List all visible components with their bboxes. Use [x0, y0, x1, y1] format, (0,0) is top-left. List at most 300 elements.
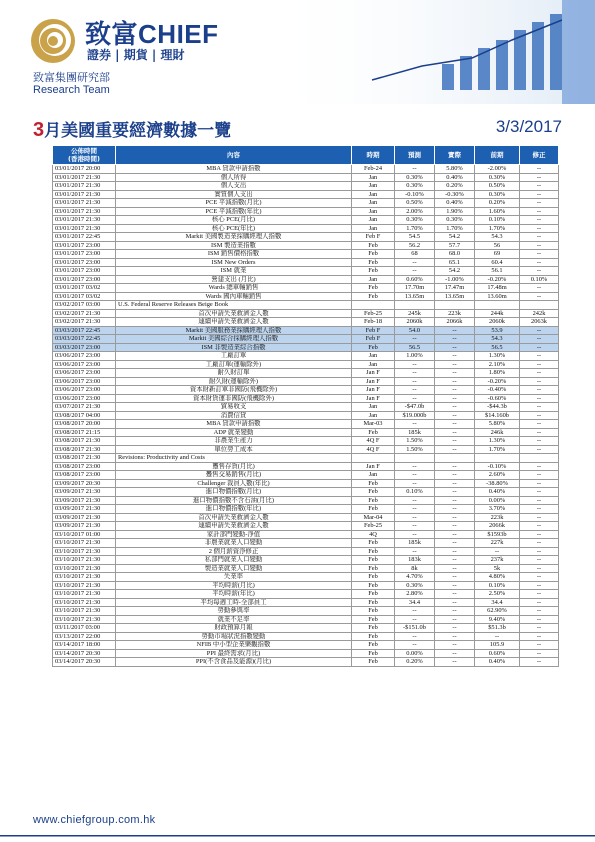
cell-period: Jan: [352, 275, 395, 284]
cell-revised: --: [520, 632, 559, 641]
table-row: [53, 284, 559, 293]
cell-time: 03/03/2017 22:45: [53, 335, 116, 344]
cell-time: 03/01/2017 23:00: [53, 267, 116, 276]
cell-revised: --: [520, 233, 559, 242]
cell-forecast: 0.00%: [395, 649, 435, 658]
table-row: [53, 292, 559, 301]
cell-content: 耐久財訂單: [116, 369, 352, 378]
cell-forecast: -$151.0b: [395, 624, 435, 633]
cell-forecast: --: [395, 267, 435, 276]
cell-revised: --: [520, 258, 559, 267]
cell-actual: --: [435, 658, 475, 667]
cell-actual: --: [435, 607, 475, 616]
cell-actual: --: [435, 496, 475, 505]
cell-revised: --: [520, 199, 559, 208]
cell-content: U.S. Federal Reserve Releases Beige Book: [116, 301, 352, 310]
cell-content: 進口物價指數(年比): [116, 505, 352, 514]
cell-time: 03/10/2017 21:30: [53, 547, 116, 556]
cell-period: Feb: [352, 581, 395, 590]
cell-time: 03/08/2017 21:30: [53, 445, 116, 454]
cell-forecast: --: [395, 513, 435, 522]
cell-forecast: --: [395, 505, 435, 514]
cell-content: NFIB 中小型企業樂觀指數: [116, 641, 352, 650]
cell-actual: --: [435, 343, 475, 352]
cell-prior: 5k: [475, 564, 520, 573]
chief-spiral-logo-icon: [30, 18, 76, 64]
cell-time: 03/09/2017 20:30: [53, 479, 116, 488]
table-row: [53, 454, 559, 463]
cell-revised: --: [520, 556, 559, 565]
cell-period: 4Q F: [352, 445, 395, 454]
cell-content: 勞動市場狀況指數變動: [116, 632, 352, 641]
cell-period: Feb-24: [352, 165, 395, 174]
cell-revised: --: [520, 386, 559, 395]
cell-period: Feb: [352, 590, 395, 599]
cell-actual: --: [435, 394, 475, 403]
cell-period: Feb: [352, 267, 395, 276]
cell-prior: 0.20%: [475, 199, 520, 208]
cell-actual: --: [435, 649, 475, 658]
table-row: [53, 216, 559, 225]
cell-revised: --: [520, 360, 559, 369]
cell-actual: --: [435, 479, 475, 488]
cell-content: PPI(不含食品及能源)(月比): [116, 658, 352, 667]
table-row: [53, 207, 559, 216]
cell-period: Jan: [352, 216, 395, 225]
cell-time: 03/03/2017 23:00: [53, 343, 116, 352]
cell-forecast: 183k: [395, 556, 435, 565]
cell-prior: 223k: [475, 513, 520, 522]
cell-revised: --: [520, 241, 559, 250]
cell-content: PCE 平減指數(年比): [116, 207, 352, 216]
cell-forecast: 0.30%: [395, 216, 435, 225]
cell-period: Feb: [352, 658, 395, 667]
cell-forecast: $19.000b: [395, 411, 435, 420]
cell-prior: 1.70%: [475, 224, 520, 233]
cell-time: 03/01/2017 21:30: [53, 224, 116, 233]
cell-revised: --: [520, 216, 559, 225]
cell-content: 非農業生產力: [116, 437, 352, 446]
cell-revised: --: [520, 250, 559, 259]
cell-revised: --: [520, 513, 559, 522]
table-row: [53, 564, 559, 573]
cell-period: Feb F: [352, 233, 395, 242]
cell-period: Feb F: [352, 335, 395, 344]
cell-forecast: 185k: [395, 428, 435, 437]
cell-time: 03/10/2017 21:30: [53, 615, 116, 624]
cell-actual: --: [435, 632, 475, 641]
table-row: [53, 267, 559, 276]
cell-forecast: 54.0: [395, 326, 435, 335]
cell-revised: --: [520, 445, 559, 454]
cell-forecast: 56.2: [395, 241, 435, 250]
cell-content: ISM 就業: [116, 267, 352, 276]
cell-forecast: --: [395, 632, 435, 641]
cell-period: Feb: [352, 258, 395, 267]
cell-forecast: 8k: [395, 564, 435, 573]
cell-content: ISM 非製造業綜合指數: [116, 343, 352, 352]
cell-revised: --: [520, 641, 559, 650]
cell-forecast: 1.50%: [395, 445, 435, 454]
table-row: [53, 649, 559, 658]
economic-data-table: [52, 145, 559, 667]
cell-actual: 0.30%: [435, 216, 475, 225]
cell-prior: 227k: [475, 539, 520, 548]
table-row: [53, 530, 559, 539]
cell-forecast: 0.30%: [395, 581, 435, 590]
cell-period: Jan: [352, 224, 395, 233]
cell-forecast: 0.20%: [395, 658, 435, 667]
cell-time: 03/01/2017 23:00: [53, 275, 116, 284]
cell-revised: --: [520, 190, 559, 199]
cell-actual: --: [435, 547, 475, 556]
cell-content: 製造業就業人口變動: [116, 564, 352, 573]
cell-period: Feb: [352, 479, 395, 488]
cell-actual: --: [435, 403, 475, 412]
cell-revised: --: [520, 352, 559, 361]
table-row: [53, 607, 559, 616]
cell-actual: --: [435, 488, 475, 497]
cell-time: 03/01/2017 21:30: [53, 216, 116, 225]
cell-forecast: 185k: [395, 539, 435, 548]
cell-period: Feb: [352, 556, 395, 565]
cell-prior: [475, 301, 520, 310]
cell-content: 工廠訂單: [116, 352, 352, 361]
cell-prior: 246k: [475, 428, 520, 437]
cell-forecast: 56.5: [395, 343, 435, 352]
cell-actual: 5.80%: [435, 165, 475, 174]
cell-content: 連續申請失業救濟金人數: [116, 318, 352, 327]
cell-time: 03/10/2017 01:00: [53, 530, 116, 539]
table-row: [53, 335, 559, 344]
table-row: [53, 343, 559, 352]
col-header-content: 內容: [116, 146, 352, 165]
cell-forecast: --: [395, 165, 435, 174]
cell-prior: 2.50%: [475, 590, 520, 599]
cell-period: Feb: [352, 598, 395, 607]
cell-revised: --: [520, 522, 559, 531]
cell-prior: 2.60%: [475, 471, 520, 480]
cell-actual: --: [435, 420, 475, 429]
cell-revised: --: [520, 488, 559, 497]
cell-period: Mar-03: [352, 420, 395, 429]
cell-content: 貿易收支: [116, 403, 352, 412]
cell-actual: 54.2: [435, 267, 475, 276]
cell-prior: 4.80%: [475, 573, 520, 582]
cell-prior: 0.40%: [475, 488, 520, 497]
cell-time: 03/01/2017 23:00: [53, 241, 116, 250]
cell-revised: --: [520, 437, 559, 446]
cell-content: 個人所得: [116, 173, 352, 182]
cell-content: 耐久財(運輸除外): [116, 377, 352, 386]
cell-content: 資本財新訂單非國防(飛機除外): [116, 386, 352, 395]
cell-forecast: 0.50%: [395, 199, 435, 208]
cell-period: Feb: [352, 496, 395, 505]
cell-forecast: -0.10%: [395, 190, 435, 199]
cell-revised: --: [520, 411, 559, 420]
cell-revised: --: [520, 573, 559, 582]
cell-time: 03/14/2017 18:00: [53, 641, 116, 650]
cell-time: 03/02/2017 21:30: [53, 309, 116, 318]
cell-revised: --: [520, 479, 559, 488]
cell-time: 03/02/2017 21:30: [53, 318, 116, 327]
cell-period: Feb: [352, 488, 395, 497]
cell-forecast: --: [395, 547, 435, 556]
cell-forecast: 1.50%: [395, 437, 435, 446]
page-title: 3月美國重要經濟數據一覽: [33, 119, 232, 141]
cell-period: Jan: [352, 352, 395, 361]
cell-time: 03/08/2017 21:15: [53, 428, 116, 437]
cell-period: Feb: [352, 624, 395, 633]
cell-content: ISM 製造業指數: [116, 241, 352, 250]
cell-prior: 0.00%: [475, 496, 520, 505]
cell-time: 03/14/2017 20:30: [53, 658, 116, 667]
cell-time: 03/09/2017 21:30: [53, 522, 116, 531]
cell-time: 03/06/2017 23:00: [53, 394, 116, 403]
cell-forecast: 245k: [395, 309, 435, 318]
cell-prior: $14.160b: [475, 411, 520, 420]
table-row: [53, 428, 559, 437]
cell-actual: --: [435, 360, 475, 369]
cell-prior: 0.10%: [475, 581, 520, 590]
table-row: [53, 573, 559, 582]
table-row: [53, 411, 559, 420]
cell-forecast: --: [395, 360, 435, 369]
cell-forecast: 0.10%: [395, 488, 435, 497]
cell-revised: --: [520, 182, 559, 191]
cell-actual: 0.40%: [435, 173, 475, 182]
cell-prior: 13.60m: [475, 292, 520, 301]
table-row: [53, 488, 559, 497]
cell-revised: --: [520, 496, 559, 505]
cell-forecast: 13.65m: [395, 292, 435, 301]
cell-content: 平均時薪(月比): [116, 581, 352, 590]
cell-period: [352, 454, 395, 463]
table-row: [53, 471, 559, 480]
cell-prior: -38.80%: [475, 479, 520, 488]
cell-forecast: 2060k: [395, 318, 435, 327]
cell-prior: 105.9: [475, 641, 520, 650]
cell-revised: --: [520, 369, 559, 378]
cell-revised: --: [520, 403, 559, 412]
cell-content: 核心 PCE(月比): [116, 216, 352, 225]
cell-period: Feb: [352, 428, 395, 437]
cell-revised: --: [520, 165, 559, 174]
cell-time: 03/10/2017 21:30: [53, 598, 116, 607]
cell-time: 03/14/2017 20:30: [53, 649, 116, 658]
cell-time: 03/07/2017 21:30: [53, 403, 116, 412]
col-header-period: 時期: [352, 146, 395, 165]
cell-time: 03/02/2017 03:00: [53, 301, 116, 310]
cell-forecast: [395, 301, 435, 310]
table-row: [53, 301, 559, 310]
cell-time: 03/01/2017 03/02: [53, 292, 116, 301]
cell-content: 2 個月薪資淨修正: [116, 547, 352, 556]
cell-content: 進口物價指數(月比): [116, 488, 352, 497]
cell-actual: 0.20%: [435, 182, 475, 191]
cell-content: 進口物價指數不含石油(月比): [116, 496, 352, 505]
cell-period: Feb: [352, 649, 395, 658]
cell-actual: --: [435, 411, 475, 420]
table-row: [53, 598, 559, 607]
cell-content: 非農業就業人口變動: [116, 539, 352, 548]
cell-period: Feb: [352, 343, 395, 352]
cell-period: Feb: [352, 250, 395, 259]
cell-time: 03/06/2017 23:00: [53, 386, 116, 395]
cell-content: MBA 貸款申請指數: [116, 420, 352, 429]
cell-actual: --: [435, 445, 475, 454]
cell-time: 03/09/2017 21:30: [53, 488, 116, 497]
table-row: [53, 199, 559, 208]
cell-time: 03/01/2017 20:00: [53, 165, 116, 174]
cell-actual: 13.65m: [435, 292, 475, 301]
cell-forecast: --: [395, 462, 435, 471]
cell-actual: 17.47m: [435, 284, 475, 293]
cell-time: 03/01/2017 23:00: [53, 258, 116, 267]
cell-time: 03/01/2017 22:45: [53, 233, 116, 242]
cell-content: 平均每週工時-全部員工: [116, 598, 352, 607]
dept-name-zh: 致富集團研究部: [33, 71, 110, 84]
cell-actual: 1.90%: [435, 207, 475, 216]
cell-content: 躉售交易銷售(月比): [116, 471, 352, 480]
cell-revised: --: [520, 343, 559, 352]
table-row: [53, 590, 559, 599]
cell-actual: --: [435, 437, 475, 446]
footer-website[interactable]: www.chiefgroup.com.hk: [33, 814, 156, 826]
cell-forecast: 0.30%: [395, 182, 435, 191]
cell-prior: 2.10%: [475, 360, 520, 369]
table-row: [53, 581, 559, 590]
cell-actual: --: [435, 335, 475, 344]
cell-forecast: 4.70%: [395, 573, 435, 582]
table-row: [53, 275, 559, 284]
cell-prior: 53.9: [475, 326, 520, 335]
cell-content: Wards 總車輛銷售: [116, 284, 352, 293]
cell-content: MBA 貸款申請指數: [116, 165, 352, 174]
cell-content: 連續申請失業救濟金人數: [116, 522, 352, 531]
table-header-row: [53, 146, 559, 165]
cell-forecast: --: [395, 471, 435, 480]
cell-time: 03/06/2017 23:00: [53, 360, 116, 369]
cell-time: 03/03/2017 22:45: [53, 326, 116, 335]
cell-forecast: --: [395, 530, 435, 539]
cell-forecast: 1.70%: [395, 224, 435, 233]
table-row: [53, 182, 559, 191]
cell-prior: [475, 454, 520, 463]
cell-actual: --: [435, 471, 475, 480]
cell-period: Feb: [352, 641, 395, 650]
col-header-time: 公佈時間 (香港時間): [53, 146, 116, 165]
table-row: [53, 326, 559, 335]
cell-actual: --: [435, 522, 475, 531]
cell-time: 03/08/2017 21:30: [53, 437, 116, 446]
cell-prior: 3.70%: [475, 505, 520, 514]
cell-actual: --: [435, 590, 475, 599]
brand-tagline: 證券 | 期貨 | 理財: [87, 48, 185, 62]
cell-period: Jan F: [352, 377, 395, 386]
cell-prior: 0.60%: [475, 649, 520, 658]
cell-prior: 2066k: [475, 522, 520, 531]
cell-content: ADP 就業變動: [116, 428, 352, 437]
cell-time: 03/10/2017 21:30: [53, 573, 116, 582]
table-row: [53, 173, 559, 182]
cell-prior: 244k: [475, 309, 520, 318]
footer-decor-line: [0, 830, 595, 842]
cell-prior: 56.1: [475, 267, 520, 276]
cell-revised: --: [520, 658, 559, 667]
table-row: [53, 403, 559, 412]
cell-prior: -0.60%: [475, 394, 520, 403]
cell-period: Jan: [352, 199, 395, 208]
table-row: [53, 556, 559, 565]
table-row: [53, 360, 559, 369]
cell-forecast: --: [395, 641, 435, 650]
cell-revised: --: [520, 539, 559, 548]
cell-prior: 0.40%: [475, 658, 520, 667]
cell-period: Feb: [352, 241, 395, 250]
cell-time: 03/08/2017 21:30: [53, 454, 116, 463]
cell-period: Jan: [352, 190, 395, 199]
cell-period: Feb: [352, 505, 395, 514]
cell-revised: --: [520, 377, 559, 386]
cell-content: 失業率: [116, 573, 352, 582]
cell-time: 03/08/2017 23:00: [53, 471, 116, 480]
cell-period: Jan: [352, 360, 395, 369]
cell-prior: 9.40%: [475, 615, 520, 624]
cell-content: PCE 平減指數(月比): [116, 199, 352, 208]
cell-prior: 5.80%: [475, 420, 520, 429]
table-row: [53, 250, 559, 259]
cell-forecast: 34.4: [395, 598, 435, 607]
cell-content: 首次申請失業救濟金人數: [116, 513, 352, 522]
header-decor-graphic: [262, 0, 595, 104]
cell-revised: --: [520, 173, 559, 182]
cell-revised: --: [520, 547, 559, 556]
cell-revised: --: [520, 505, 559, 514]
cell-prior: 2060k: [475, 318, 520, 327]
cell-forecast: --: [395, 479, 435, 488]
table-row: [53, 190, 559, 199]
cell-content: 首次申請失業救濟金人數: [116, 309, 352, 318]
cell-actual: --: [435, 530, 475, 539]
cell-content: Wards 國內車輛銷售: [116, 292, 352, 301]
cell-revised: --: [520, 224, 559, 233]
cell-prior: 17.48m: [475, 284, 520, 293]
cell-time: 03/09/2017 21:30: [53, 513, 116, 522]
cell-time: 03/11/2017 03:00: [53, 624, 116, 633]
cell-period: Feb-25: [352, 309, 395, 318]
cell-time: 03/10/2017 21:30: [53, 607, 116, 616]
cell-prior: 54.3: [475, 335, 520, 344]
cell-actual: --: [435, 369, 475, 378]
cell-period: Feb: [352, 539, 395, 548]
cell-revised: 0.10%: [520, 275, 559, 284]
table-row: [53, 165, 559, 174]
cell-forecast: --: [395, 386, 435, 395]
cell-actual: -1.00%: [435, 275, 475, 284]
table-row: [53, 547, 559, 556]
cell-period: [352, 301, 395, 310]
table-row: [53, 369, 559, 378]
cell-actual: 65.1: [435, 258, 475, 267]
cell-period: Feb-18: [352, 318, 395, 327]
cell-time: 03/01/2017 23:00: [53, 250, 116, 259]
table-row: [53, 522, 559, 531]
cell-prior: --: [475, 632, 520, 641]
cell-forecast: --: [395, 496, 435, 505]
cell-actual: --: [435, 352, 475, 361]
cell-prior: 0.50%: [475, 182, 520, 191]
